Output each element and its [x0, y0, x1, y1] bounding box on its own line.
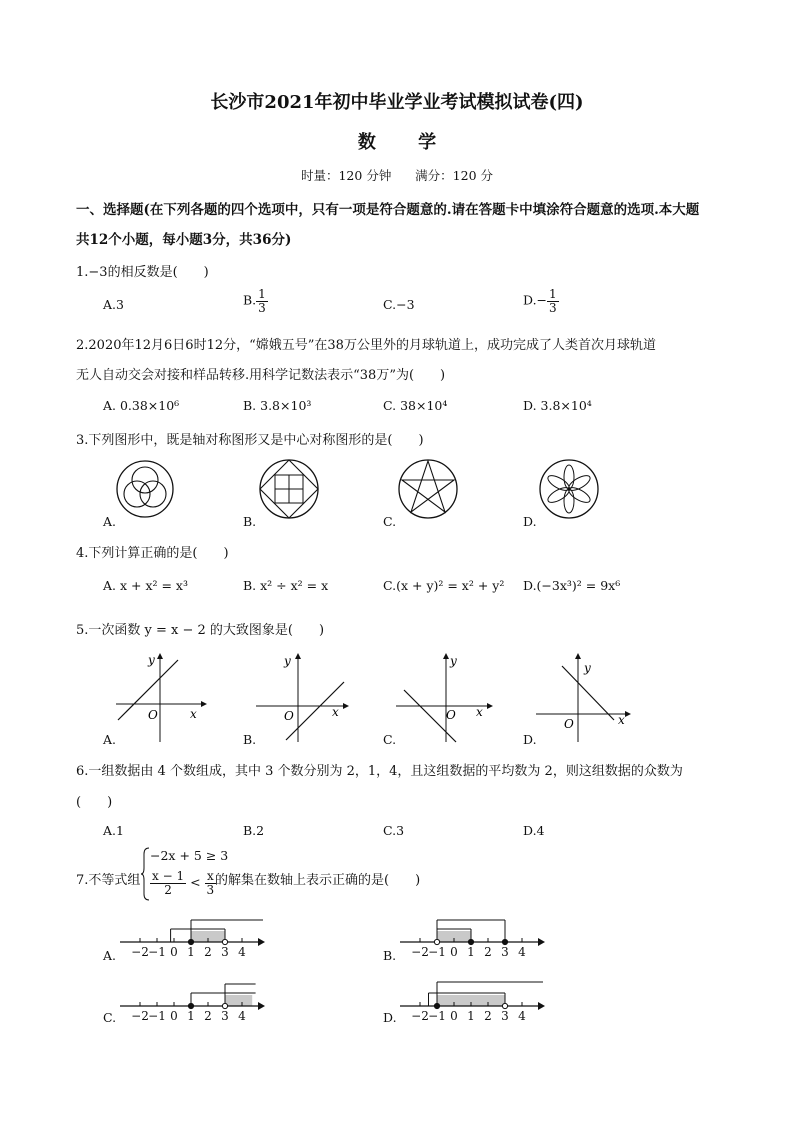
q6-stem-line2: ( ) — [76, 795, 113, 810]
section-instructions-line2: 共12个小题，每小题3分，共36分) — [76, 232, 292, 248]
q2-option-a: A. 0.38×10⁶ — [103, 398, 180, 413]
q7-b-endpoint — [502, 939, 507, 944]
q7-c-endpoint — [222, 1003, 227, 1008]
q5-d-y-label: y — [584, 661, 591, 675]
q5-d-origin-label: O — [564, 717, 574, 731]
q7-a-endpoint — [188, 939, 193, 944]
q3-figure-a-three-circles — [115, 458, 175, 520]
q6-option-b: B.2 — [243, 823, 265, 838]
q7-c-tick-label: −2 — [131, 1009, 149, 1023]
q3-figure-d-flower-in-circle — [537, 458, 601, 520]
q7-c-tick-label: 1 — [187, 1009, 195, 1023]
q7-a-axis-arrow — [258, 938, 265, 946]
q3-stem: 3.下列图形中，既是轴对称图形又是中心对称图形的是( ) — [76, 433, 424, 448]
q7-b-tick-label: 1 — [467, 945, 475, 959]
q5-c-x-label: x — [476, 705, 483, 719]
q7-b-tick-label: 3 — [501, 945, 509, 959]
q2-stem-line1: 2.2020年12月6日6时12分，“嫦娥五号”在38万公里外的月球轨道上，成功完成了人类首次月球轨道 — [76, 338, 656, 353]
q7-d-tick-label: 4 — [518, 1009, 526, 1023]
q7-d-tick-label: 3 — [501, 1009, 509, 1023]
q7-a-tick-label: −2 — [131, 945, 149, 959]
q5-c-origin-label: O — [446, 708, 456, 722]
q5-a-x-label: x — [190, 707, 197, 721]
q7-number-line-d — [398, 976, 548, 1026]
q7-d-endpoint — [434, 1003, 439, 1008]
q1-option-c: C.−3 — [383, 297, 415, 312]
q7-ineq2-left-num: x − 1 — [152, 869, 185, 883]
q7-number-line-a — [118, 912, 268, 962]
q7-ineq2-right-num: x — [205, 870, 217, 884]
q4-option-d: D.(−3x³)² = 9x⁶ — [523, 578, 621, 593]
q2-option-d: D. 3.8×10⁴ — [523, 398, 592, 413]
q7-label-d: D. — [383, 1010, 397, 1025]
q3-label-c: C. — [383, 514, 397, 529]
q5-b-y-label: y — [284, 654, 291, 668]
q7-d-endpoint — [502, 1003, 507, 1008]
q5-graph-b — [252, 648, 352, 744]
q7-d-tick-label: 2 — [484, 1009, 492, 1023]
q3-figure-b-square-in-circle — [258, 458, 320, 520]
q7-a-tick-label: −1 — [148, 945, 166, 959]
q2-stem-line2: 无人自动交会对接和样品转移.用科学记数法表示“38万”为( ) — [76, 368, 446, 383]
q7-c-tick-label: 3 — [221, 1009, 229, 1023]
q5-c-y-label: y — [450, 654, 457, 668]
q1-option-b-prefix: B. — [243, 292, 257, 308]
q5-stem: 5.一次函数 y = x − 2 的大致图象是( ) — [76, 623, 325, 638]
q6-option-c: C.3 — [383, 823, 405, 838]
q7-label-a: A. — [103, 948, 117, 963]
q5-label-a: A. — [103, 732, 117, 747]
q7-number-line-b — [398, 912, 548, 962]
q3-label-a: A. — [103, 514, 117, 529]
exam-meta: 时量：120 分钟 满分：120 分 — [300, 168, 493, 183]
q2-option-c: C. 38×10⁴ — [383, 398, 448, 413]
q1-option-d-numerator: 1 — [549, 287, 557, 301]
q7-c-tick-label: −1 — [148, 1009, 166, 1023]
q5-b-origin-label: O — [284, 709, 294, 723]
q5-label-c: C. — [383, 732, 397, 747]
q7-a-endpoint — [222, 939, 227, 944]
q7-suffix: 的解集在数轴上表示正确的是( ) — [215, 873, 421, 888]
q5-graph-a — [110, 648, 210, 744]
q7-b-tick-label: −1 — [428, 945, 446, 959]
q4-option-a: A. x + x² = x³ — [103, 578, 188, 593]
q5-label-d: D. — [523, 732, 537, 747]
q7-a-tick-label: 0 — [170, 945, 178, 959]
q5-b-x-label: x — [332, 705, 339, 719]
q1-option-d — [523, 288, 559, 314]
q1-option-a: A.3 — [103, 297, 124, 312]
q7-d-axis-arrow — [538, 1002, 545, 1010]
q1-option-b-numerator: 1 — [258, 287, 266, 301]
q7-d-tick-label: −1 — [428, 1009, 446, 1023]
q5-d-x-label: x — [618, 713, 625, 727]
q5-graph-c — [392, 648, 496, 744]
q7-d-tick-label: −2 — [411, 1009, 429, 1023]
q7-label-c: C. — [103, 1010, 117, 1025]
q7-inequality-2 — [150, 870, 216, 896]
q2-option-b: B. 3.8×10³ — [243, 398, 312, 413]
q7-ineq2-left-fraction — [150, 870, 186, 896]
exam-title: 长沙市2021年初中毕业学业考试模拟试卷(四) — [210, 92, 584, 113]
q1-option-b-denominator: 3 — [258, 300, 266, 315]
q4-stem: 4.下列计算正确的是( ) — [76, 546, 229, 561]
q7-b-tick-label: 2 — [484, 945, 492, 959]
q7-system-brace — [140, 846, 150, 902]
q7-ineq2-left-den: 2 — [164, 882, 172, 897]
q7-c-shaded-region — [225, 995, 252, 1006]
q6-option-a: A.1 — [103, 823, 124, 838]
q7-b-tick-label: 4 — [518, 945, 526, 959]
q7-inequality-1: −2x + 5 ≥ 3 — [150, 848, 229, 863]
q1-stem: 1.−3的相反数是( ) — [76, 265, 209, 280]
q5-graph-d — [532, 648, 636, 744]
q6-stem-line1: 6.一组数据由 4 个数组成，其中 3 个数分别为 2，1，4，且这组数据的平均数为 2，则这组数据的众数为 — [76, 764, 683, 779]
q3-label-b: B. — [243, 514, 257, 529]
q7-b-tick-label: −2 — [411, 945, 429, 959]
q7-c-tick-label: 4 — [238, 1009, 246, 1023]
q6-option-d: D.4 — [523, 823, 545, 838]
q7-label-b: B. — [383, 948, 397, 963]
q3-label-d: D. — [523, 514, 537, 529]
q7-prefix: 7.不等式组 — [76, 873, 141, 888]
q7-a-tick-label: 3 — [221, 945, 229, 959]
q7-a-tick-label: 2 — [204, 945, 212, 959]
q7-c-axis-arrow — [258, 1002, 265, 1010]
q7-c-tick-label: 0 — [170, 1009, 178, 1023]
q1-option-b-fraction — [256, 288, 268, 314]
q5-a-origin-label: O — [148, 708, 158, 722]
q7-d-tick-label: 0 — [450, 1009, 458, 1023]
q7-d-tick-label: 1 — [467, 1009, 475, 1023]
q1-option-d-fraction — [547, 288, 559, 314]
q7-ineq2-less-than: < — [190, 874, 201, 890]
q7-a-tick-label: 4 — [238, 945, 246, 959]
q5-a-y-label: y — [148, 653, 155, 667]
q7-number-line-c — [118, 976, 268, 1026]
q5-label-b: B. — [243, 732, 257, 747]
q7-a-tick-label: 1 — [187, 945, 195, 959]
section-instructions-line1: 一、选择题(在下列各题的四个选项中，只有一项是符合题意的.请在答题卡中填涂符合题意的选项.本大题 — [76, 202, 700, 218]
q7-b-endpoint — [434, 939, 439, 944]
q1-option-b — [243, 288, 268, 314]
q7-b-tick-label: 0 — [450, 945, 458, 959]
q7-b-endpoint — [468, 939, 473, 944]
q7-b-axis-arrow — [538, 938, 545, 946]
q7-c-endpoint — [188, 1003, 193, 1008]
q4-option-b: B. x² ÷ x² = x — [243, 578, 329, 593]
q1-option-d-prefix: D.− — [523, 292, 548, 308]
q4-option-c: C.(x + y)² = x² + y² — [383, 578, 505, 593]
q1-option-d-denominator: 3 — [549, 300, 557, 315]
q7-ineq2-right-den: 3 — [206, 882, 215, 897]
q7-c-tick-label: 2 — [204, 1009, 212, 1023]
q3-figure-c-star-in-circle — [396, 458, 460, 520]
subject-title: 数 学 — [357, 132, 455, 153]
